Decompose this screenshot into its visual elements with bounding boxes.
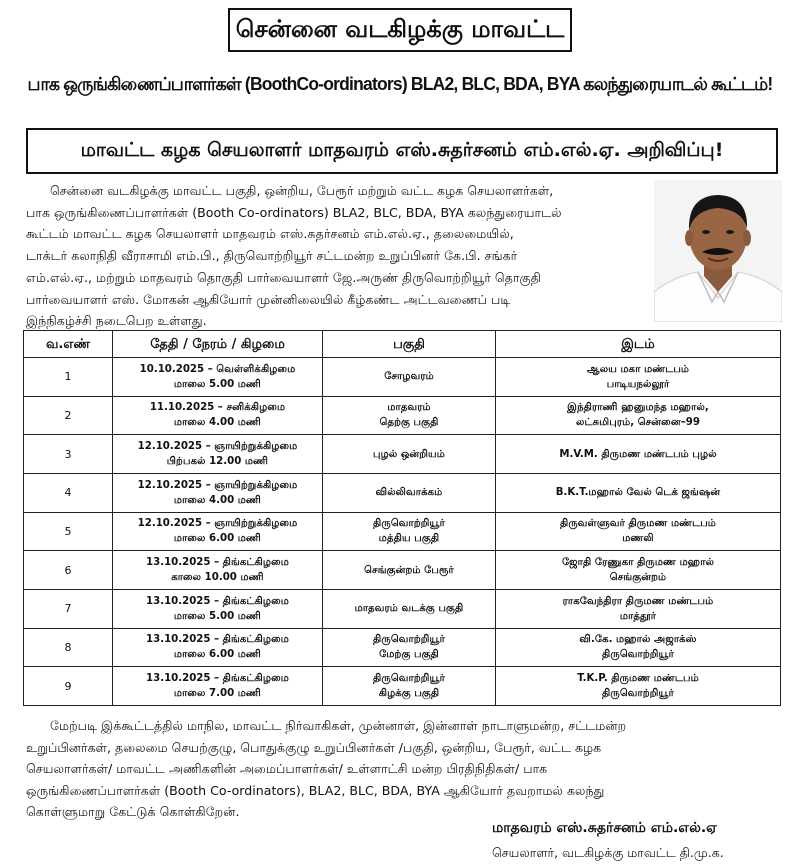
intro-line: பார்வையாளர் எஸ். மோகன் ஆகியோர் முன்னிலையில் கீழ்கண்ட அட்டவணைப் படி bbox=[26, 291, 511, 307]
date-cell: 13.10.2025 – திங்கட்கிழமை மாலை 6.00 மணி bbox=[113, 628, 323, 667]
table-header-row bbox=[24, 331, 781, 358]
intro-line: இந்நிகழ்ச்சி நடைபெற உள்ளது. bbox=[26, 313, 207, 329]
intro-line: சென்னை வடகிழக்கு மாவட்ட பகுதி, ஒன்றிய, பேரூர் மற்றும் வட்ட கழக செயலாளர்கள், bbox=[50, 183, 554, 198]
area-cell: திருவொற்றியூர் மேற்கு பகுதி bbox=[323, 628, 496, 667]
serial-cell: 3 bbox=[24, 435, 113, 474]
schedule-table bbox=[23, 330, 781, 706]
signatory-name: மாதவரம் எஸ்.சுதர்சனம் எம்.எல்.ஏ bbox=[492, 820, 718, 836]
table-row bbox=[24, 473, 781, 512]
portrait-photo bbox=[654, 180, 782, 322]
serial-cell: 1 bbox=[24, 358, 113, 397]
date-cell: 13.10.2025 – திங்கட்கிழமை மாலை 5.00 மணி bbox=[113, 589, 323, 628]
footer-line: கொள்ளுமாறு கேட்டுக் கொள்கிறேன். bbox=[26, 804, 240, 819]
venue-cell: இந்திராணி ஹனுமந்த மஹால், லட்சுமிபுரம், சென்னை–99 bbox=[496, 396, 781, 435]
venue-cell: M.V.M. திருமண மண்டபம் புழல் bbox=[496, 435, 781, 474]
date-cell: 12.10.2025 – ஞாயிற்றுக்கிழமை மாலை 4.00 மணி bbox=[113, 473, 323, 512]
table-row bbox=[24, 551, 781, 590]
header-serial: வ.எண் bbox=[24, 331, 113, 358]
venue-cell: B.K.T.மஹால் வேல் டெக் ஜங்ஷன் bbox=[496, 473, 781, 512]
footer-line: செயலாளர்கள்/ மாவட்ட அணிகளின் அமைப்பாளர்கள்/ உள்ளாட்சி மன்ற பிரதிநிதிகள்/ பாக bbox=[26, 761, 548, 776]
area-cell: மாதவரம் தெற்கு பகுதி bbox=[323, 396, 496, 435]
footer-line: உறுப்பினர்கள், தலைமை செயற்குழு, பொதுக்குழு உறுப்பினர்கள் /பகுதி, ஒன்றிய, பேரூர், வட்ட கழக bbox=[26, 739, 602, 755]
header-venue: இடம் bbox=[496, 331, 781, 358]
venue-cell: வி.கே. மஹால் அஜாக்ஸ் திருவொற்றியூர் bbox=[496, 628, 781, 667]
footer-line: மேற்படி இக்கூட்டத்தில் மாநில, மாவட்ட நிர்வாகிகள், முன்னாள், இன்னாள் நாடாளுமன்ற, சட்டமன்ற bbox=[50, 718, 627, 733]
table-row bbox=[24, 396, 781, 435]
announcement-title: மாவட்ட கழக செயலாளர் மாதவரம் எஸ்.சுதர்சனம் எம்.எல்.ஏ. அறிவிப்பு! bbox=[26, 128, 778, 174]
intro-line: கூட்டம் மாவட்ட கழக செயலாளர் மாதவரம் எஸ்.சுதர்சனம் எம்.எல்.ஏ., தலைமையில், bbox=[26, 226, 514, 242]
date-cell: 10.10.2025 – வெள்ளிக்கிழமை மாலை 5.00 மணி bbox=[113, 358, 323, 397]
area-cell: சோழவரம் bbox=[323, 358, 496, 397]
intro-line: டாக்டர் கலாநிதி வீராசாமி எம்.பி., திருவொற்றியூர் சட்டமன்ற உறுப்பினர் கே.பி. சங்கர் bbox=[26, 248, 518, 264]
table-row bbox=[24, 667, 781, 706]
date-cell: 13.10.2025 – திங்கட்கிழமை மாலை 7.00 மணி bbox=[113, 667, 323, 706]
area-cell: புழல் ஒன்றியம் bbox=[323, 435, 496, 474]
header-area: பகுதி bbox=[323, 331, 496, 358]
serial-cell: 4 bbox=[24, 473, 113, 512]
area-cell: செங்குன்றம் பேரூர் bbox=[323, 551, 496, 590]
venue-cell: ஆலய மகா மண்டபம் பாடியநல்லூர் bbox=[496, 358, 781, 397]
serial-cell: 2 bbox=[24, 396, 113, 435]
serial-cell: 9 bbox=[24, 667, 113, 706]
venue-cell: திருவள்ளுவர் திருமண மண்டபம் மணலி bbox=[496, 512, 781, 551]
intro-line: எம்.எல்.ஏ., மற்றும் மாதவரம் தொகுதி பார்வையாளர் ஜே.அருண் திருவொற்றியூர் தொகுதி bbox=[26, 269, 541, 285]
meeting-title: பாக ஒருங்கிணைப்பாளர்கள் (BoothCo-ordinators) BLA2, BLC, BDA, BYA கலந்துரையாடல் கூட்டம்! bbox=[27, 73, 773, 94]
date-cell: 13.10.2025 – திங்கட்கிழமை காலை 10.00 மணி bbox=[113, 551, 323, 590]
footer-paragraph bbox=[26, 715, 780, 823]
area-cell: மாதவரம் வடக்கு பகுதி bbox=[323, 589, 496, 628]
serial-cell: 7 bbox=[24, 589, 113, 628]
table-row bbox=[24, 512, 781, 551]
intro-paragraph bbox=[26, 180, 648, 332]
footer-line: ஒருங்கிணைப்பாளர்கள் (Booth Co-ordinators), BLA2, BLC, BDA, BYA ஆகியோர் தவறாமல் கலந்து bbox=[26, 782, 605, 798]
serial-cell: 5 bbox=[24, 512, 113, 551]
serial-cell: 8 bbox=[24, 628, 113, 667]
district-title: சென்னை வடகிழக்கு மாவட்ட bbox=[228, 8, 572, 52]
area-cell: வில்லிவாக்கம் bbox=[323, 473, 496, 512]
table-row bbox=[24, 435, 781, 474]
date-cell: 11.10.2025 – சனிக்கிழமை மாலை 4.00 மணி bbox=[113, 396, 323, 435]
venue-cell: ராகவேந்திரா திருமண மண்டபம் மாத்தூர் bbox=[496, 589, 781, 628]
date-cell: 12.10.2025 – ஞாயிற்றுக்கிழமை மாலை 6.00 மணி bbox=[113, 512, 323, 551]
table-row bbox=[24, 628, 781, 667]
venue-cell: ஜோதி ரேணுகா திருமண மஹால் செங்குன்றம் bbox=[496, 551, 781, 590]
intro-line: பாக ஒருங்கிணைப்பாளர்கள் (Booth Co-ordinators) BLA2, BLC, BDA, BYA கலந்துரையாடல் bbox=[26, 204, 562, 220]
area-cell: திருவொற்றியூர் மத்திய பகுதி bbox=[323, 512, 496, 551]
person-portrait-icon bbox=[654, 180, 782, 322]
serial-cell: 6 bbox=[24, 551, 113, 590]
signatory-title: செயலாளர், வடகிழக்கு மாவட்ட தி.மு.க. bbox=[492, 845, 724, 860]
table-row bbox=[24, 358, 781, 397]
header-date: தேதி / நேரம் / கிழமை bbox=[113, 331, 323, 358]
area-cell: திருவொற்றியூர் கிழக்கு பகுதி bbox=[323, 667, 496, 706]
venue-cell: T.K.P. திருமண மண்டபம் திருவொற்றியூர் bbox=[496, 667, 781, 706]
table-row bbox=[24, 589, 781, 628]
date-cell: 12.10.2025 – ஞாயிற்றுக்கிழமை பிற்பகல் 12.00 மணி bbox=[113, 435, 323, 474]
